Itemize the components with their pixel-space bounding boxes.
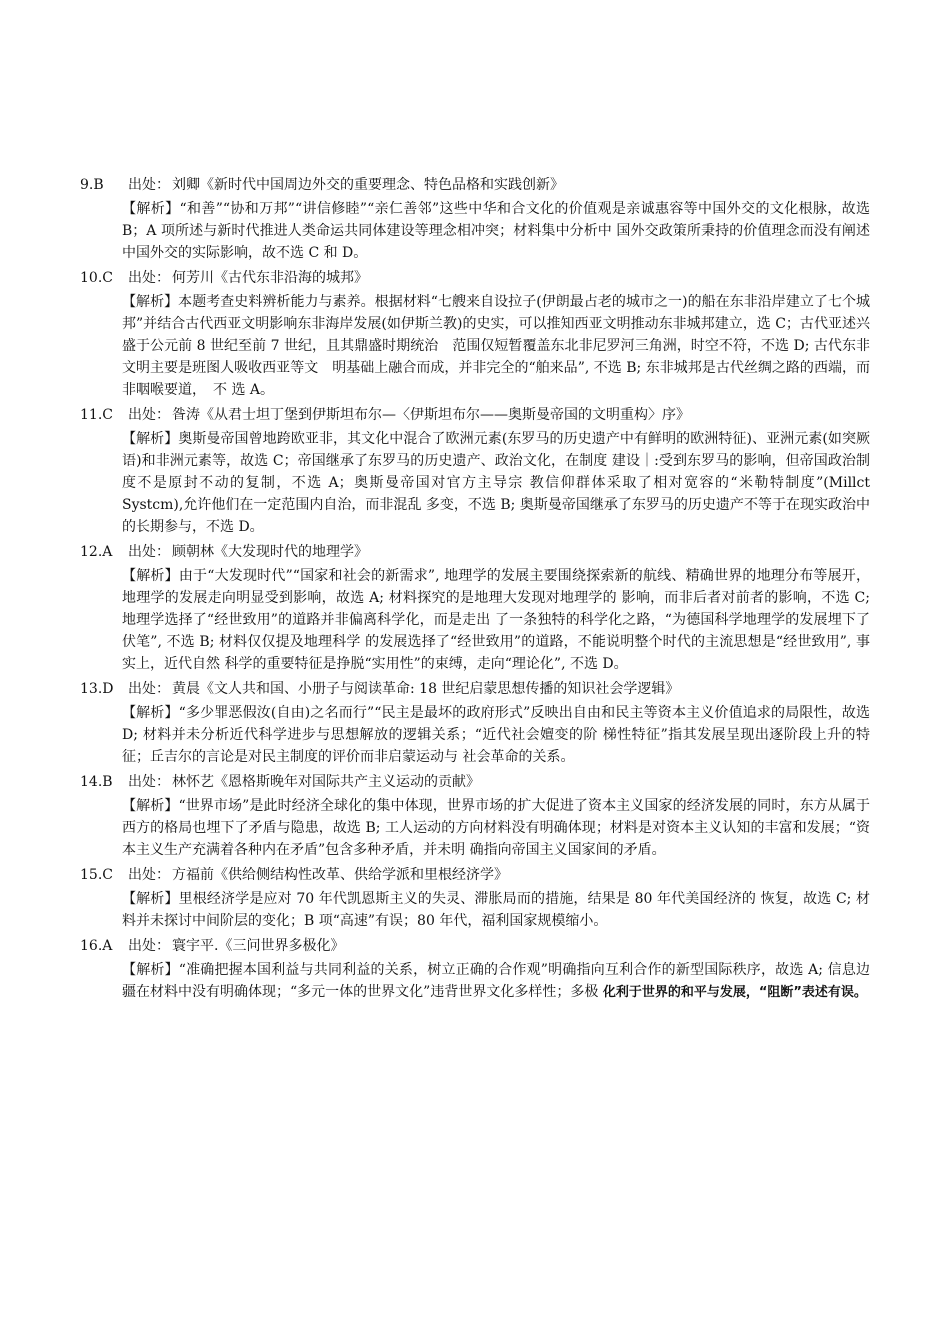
answer-number: 13.D	[80, 681, 114, 697]
analysis-tag: 【解析】	[122, 891, 179, 907]
item-heading	[80, 174, 870, 196]
source-label: 出处：	[128, 177, 170, 193]
source-title: 黄晨《文人共和国、小册子与阅读革命: 18 世纪启蒙思想传播的知识社会学逻辑》	[172, 681, 680, 697]
item-heading	[80, 771, 870, 793]
analysis-tag: 【解析】	[122, 201, 180, 217]
answer-item-15	[80, 864, 870, 932]
source-label: 出处：	[128, 681, 170, 697]
answer-number: 15.C	[80, 867, 113, 883]
source-title: 昝涛《从君士坦丁堡到伊斯坦布尔—〈伊斯坦布尔——奥斯曼帝国的文明重构〉序》	[172, 407, 690, 423]
answer-number: 10.C	[80, 270, 113, 286]
source-label: 出处：	[128, 774, 170, 790]
analysis-text: 由于“大发现时代”“国家和社会的新需求”, 地理学的发展主要围绕探索新的航线、精确世界的地理分布等展开，地理学的发展走向明显受到影响，故选 A; 材料探究的是地理大发现对地理学的 影响，而非后者对前者的影响，不选 C; 地理学选择了“经世致用”的道路并非偏离科学化，而是走出 了一条独特的科学化之路，“为德国科学地理学的发展埋下了伏笔”, 不选 B; 材料仅仅提及地理科学 的发展选择了“经世致用”的道路，不能说明整个时代的主流思想是“经世致用”, 事实上，近代自然 科学的重要特征是挣脱“实用性”的束缚，走向“理论化”, 不选 D。	[122, 568, 871, 672]
analysis-paragraph	[122, 795, 870, 861]
analysis-text: 奥斯曼帝国曾地跨欧亚非，其文化中混合了欧洲元素(东罗马的历史遗产中有鲜明的欧洲特征)、亚洲元素(如突厥语)和非洲元素等，故选 C；帝国继承了东罗马的历史遗产、政治文化，在制度 建设｜:受到东罗马的影响，但帝国政治制度不是原封不动的复制，不选 A；奥斯曼帝国对官方主导宗 教信仰群体采取了相对宽容的“米勒特制度”(Millct Systcm),允许他们在一定范围内自治，而非混乱 多变，不选 B; 奥斯曼帝国继承了东罗马的历史遗产不等于在现实政治中的长期参与，不选 D。	[122, 431, 884, 535]
item-heading	[80, 404, 870, 426]
analysis-paragraph	[122, 959, 870, 1004]
analysis-text: 里根经济学是应对 70 年代凯恩斯主义的失灵、滞胀局而的措施，结果是 80 年代美国经济的 恢复，故选 C; 材料并未探讨中间阶层的变化；B 项“高速”有误；80 年代，福利国家规模缩小。	[122, 891, 870, 929]
analysis-text: “世界市场”是此时经济全球化的集中体现，世界市场的扩大促进了资本主义国家的经济发展的同时，东方从属于西方的格局也埋下了矛盾与隐患，故选 B; 工人运动的方向材料没有明确体现；材料是对资本主义认知的丰富和发展；“资本主义生产充满着各种内在矛盾”包含多种矛盾，并未明 确指向帝国主义国家间的矛盾。	[122, 798, 871, 858]
answer-number: 12.A	[80, 544, 113, 560]
item-heading	[80, 678, 870, 700]
answer-item-9	[80, 174, 870, 264]
source-label: 出处：	[128, 407, 170, 423]
analysis-text: 本题考查史料辨析能力与素养。根据材料“七艘来自设拉子(伊朗最占老的城市之一)的船在东非沿岸建立了七个城邦”并结合古代西亚文明影响东非海岸发展(如伊斯兰教)的史实，可以推知西亚文明推动东非城邦建立，选 C；古代亚述兴盛于公元前 8 世纪至前 7 世纪，且其鼎盛时期统治 范围仅短暂覆盖东北非尼罗河三角洲，时空不符，不选 D; 古代东非文明主要是班图人吸收西亚等文 明基础上融合而成，并非完全的“舶来品”, 不选 B; 东非城邦是古代丝绸之路的西端，而非咽喉要道， 不 选 A。	[122, 294, 871, 398]
answer-item-12	[80, 541, 870, 675]
analysis-tag: 【解析】	[122, 431, 179, 447]
answer-number: 11.C	[80, 407, 113, 423]
analysis-paragraph	[122, 428, 884, 538]
analysis-paragraph	[122, 198, 870, 264]
answer-item-13	[80, 678, 870, 768]
answer-number: 14.B	[80, 774, 113, 790]
answer-number: 9.B	[80, 177, 104, 193]
source-label: 出处：	[128, 938, 170, 954]
item-heading	[80, 267, 870, 289]
analysis-tag: 【解析】	[122, 705, 179, 721]
analysis-tag: 【解析】	[122, 568, 179, 584]
analysis-paragraph	[122, 702, 870, 768]
analysis-tag: 【解析】	[122, 798, 179, 814]
analysis-paragraph	[122, 565, 870, 675]
analysis-paragraph	[122, 888, 870, 932]
item-heading	[80, 864, 870, 886]
answer-item-10	[80, 267, 870, 401]
source-title: 方福前《供给侧结构性改革、供给学派和里根经济学》	[172, 867, 508, 883]
source-title: 刘卿《新时代中国周边外交的重要理念、特色品格和实践创新》	[172, 177, 564, 193]
analysis-tag: 【解析】	[122, 962, 179, 978]
answer-item-14	[80, 771, 870, 861]
answer-number: 16.A	[80, 938, 113, 954]
source-title: 顾朝林《大发现时代的地理学》	[172, 544, 368, 560]
source-title: 寰宇平.《三问世界多极化》	[172, 938, 345, 954]
analysis-text: “多少罪恶假汝(自由)之名而行”“民主是最坏的政府形式”反映出自由和民主等资本主义价值追求的局限性，故选 D; 材料并未分析近代科学进步与思想解放的逻辑关系；“近代社会嬗变的阶 梯性特征”指其发展呈现出逐阶段上升的特征；丘吉尔的言论是对民主制度的评价而非启蒙运动与 社会革命的关系。	[122, 705, 870, 765]
source-title: 林怀艺《恩格斯晚年对国际共产主义运动的贡献》	[172, 774, 480, 790]
analysis-paragraph	[122, 291, 870, 401]
source-label: 出处：	[128, 544, 170, 560]
analysis-text: “准确把握本国利益与共同利益的关系，树立正确的合作观”明确指向互利合作的新型国际秩序，故选 A; 信息边疆在材料中没有明确体现；“多元一体的世界文化”违背世界文化多样性；多极	[122, 962, 871, 1000]
analysis-text-bold: 化利于世界的和平与发展，“阻断”表述有误。	[598, 985, 867, 1000]
source-title: 何芳川《古代东非沿海的城邦》	[172, 270, 368, 286]
item-heading	[80, 935, 870, 957]
answer-item-16	[80, 935, 870, 1004]
analysis-tag: 【解析】	[122, 294, 179, 310]
source-label: 出处：	[128, 867, 170, 883]
item-heading	[80, 541, 870, 563]
source-label: 出处：	[128, 270, 170, 286]
answer-explanations	[80, 174, 884, 1004]
analysis-text: “和善”“协和万邦”“讲信修睦”“亲仁善邻”这些中华和合文化的价值观是亲诚惠容等中国外交的文化根脉，故选 B；A 项所述与新时代推进人类命运共同体建设等理念相冲突；材料集中分析中 国外交政策所秉持的价值理念而没有阐述中国外交的实际影响，故不选 C 和 D。	[122, 201, 871, 261]
answer-item-11	[80, 404, 884, 538]
